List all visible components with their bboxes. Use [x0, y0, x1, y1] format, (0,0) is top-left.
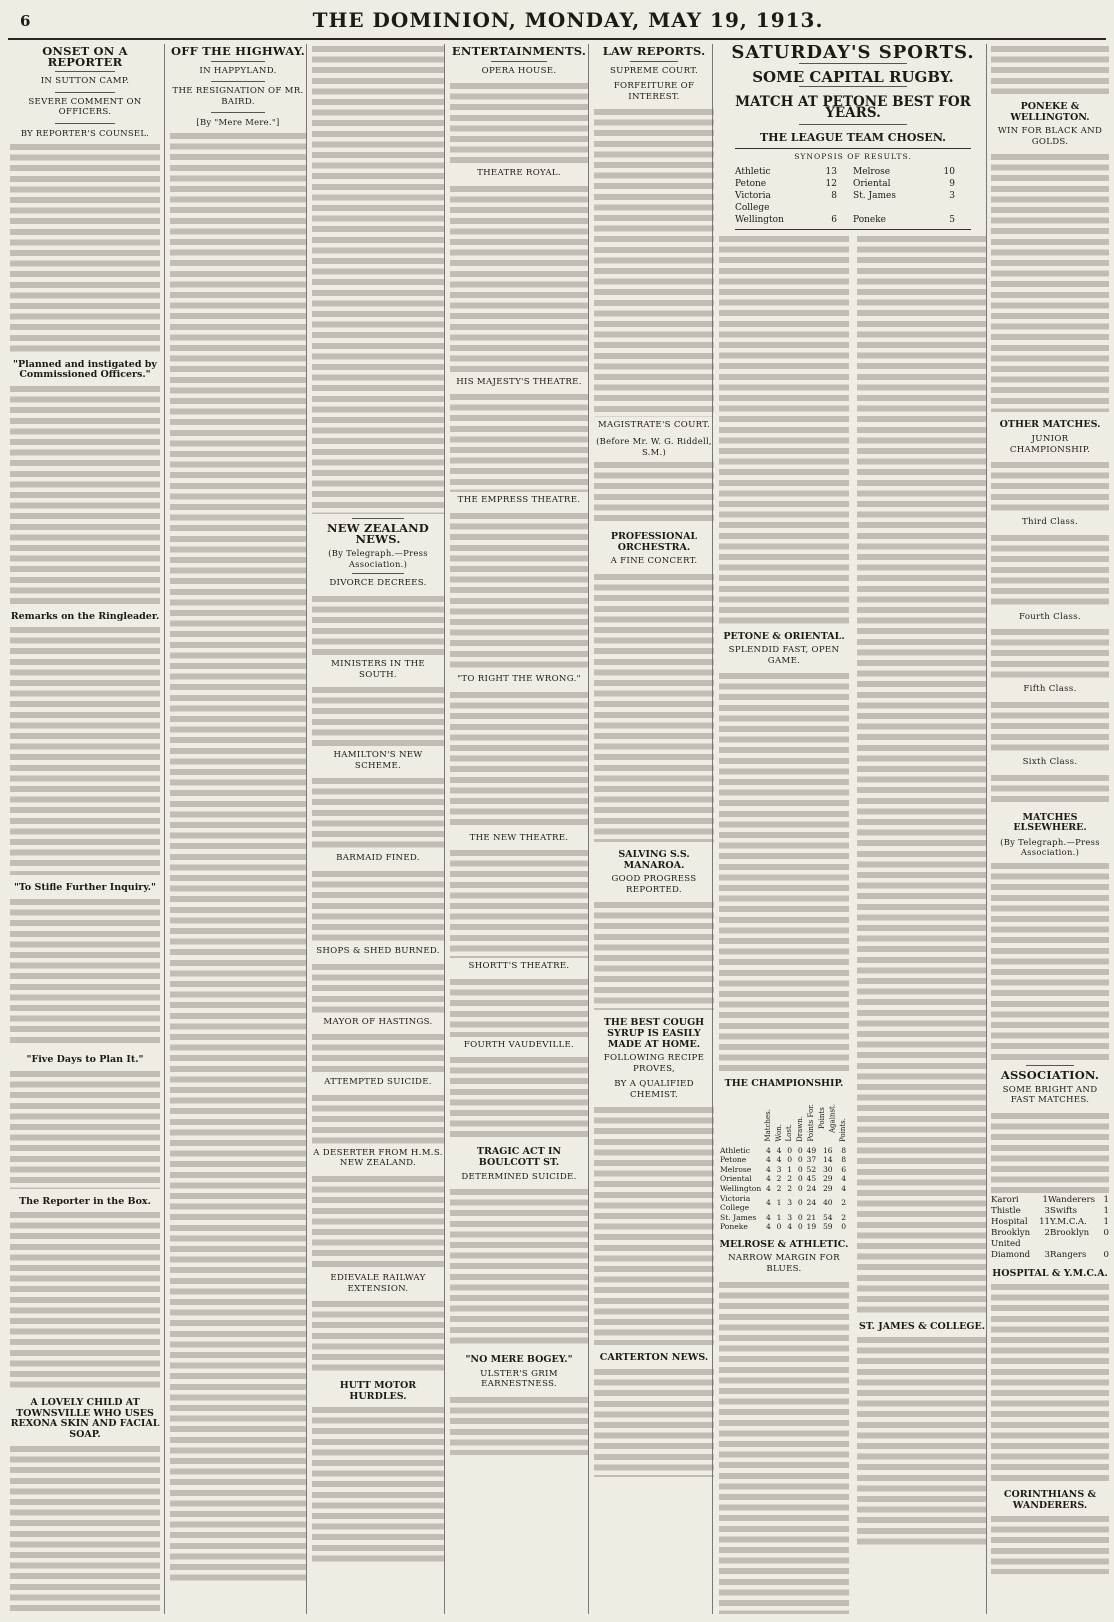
court-supreme-sub: FORFEITURE OF INTEREST.: [613, 81, 695, 102]
association-score: 0: [1103, 1227, 1109, 1238]
item-barmaid: BARMAID FINED.: [336, 853, 420, 864]
championship-team: Wellington: [720, 1183, 762, 1193]
law-body: [594, 107, 714, 417]
championship-cell: 2: [841, 1198, 847, 1208]
championship-cell: 0: [797, 1155, 803, 1165]
results-body: [991, 460, 1109, 514]
synopsis-score: 5: [949, 214, 955, 225]
headline-melrose-athletic: MELROSE & ATHLETIC.: [719, 1238, 849, 1250]
divider: [630, 61, 678, 62]
association-team: Y.M.C.A.: [1050, 1216, 1087, 1227]
association-results: [991, 1195, 1109, 1261]
article-body: [10, 384, 160, 604]
subhead-ulster: ULSTER'S GRIM EARNESTNESS.: [480, 1368, 558, 1390]
news-body: [312, 776, 444, 850]
item-deserter: A DESERTER FROM H.M.S. NEW ZEALAND.: [313, 1147, 443, 1169]
championship-cell: 0: [797, 1164, 803, 1174]
championship-cell: 16: [822, 1145, 833, 1155]
newspaper-title: THE DOMINION, MONDAY, MAY 19, 1913.: [312, 8, 824, 32]
headline-no-mere-bogey: "NO MERE BOGEY.": [465, 1354, 573, 1366]
subhead-black-and-golds: WIN FOR BLACK AND GOLDS.: [997, 126, 1103, 147]
championship-cell: 0: [841, 1222, 847, 1232]
championship-cell: 49: [806, 1145, 817, 1155]
championship-cell: 4: [841, 1174, 847, 1184]
divider: [799, 86, 906, 87]
championship-cell: 14: [822, 1155, 833, 1165]
headline-association: ASSOCIATION.: [1000, 1067, 1100, 1082]
championship-cell: 0: [797, 1222, 803, 1232]
synopsis-score: 13: [825, 166, 837, 177]
championship-team: Victoria College: [720, 1193, 751, 1213]
report-body: [857, 234, 987, 1314]
divider: [352, 518, 405, 519]
championship-cell: 3: [787, 1198, 793, 1208]
ent-his-majestys: HIS MAJESTY'S THEATRE.: [456, 376, 582, 387]
synopsis-title: SYNOPSIS OF RESULTS.: [794, 151, 912, 161]
championship-cell: 4: [766, 1222, 771, 1232]
news-body: [312, 962, 444, 1014]
association-team: Hospital: [991, 1216, 1028, 1227]
ent-body: [450, 392, 588, 492]
report-body: [719, 671, 849, 1071]
championship-cell: 4: [766, 1164, 771, 1174]
championship-cell: 4: [766, 1155, 771, 1165]
championship-team: Athletic: [720, 1145, 750, 1155]
report-body: [991, 44, 1109, 94]
headline-poneke-wellington: PONEKE & WELLINGTON.: [1010, 101, 1090, 123]
item-divorce: DIVORCE DECREES.: [329, 578, 427, 589]
item-hamilton: HAMILTON'S NEW SCHEME.: [333, 750, 423, 771]
championship-row: [719, 1174, 849, 1184]
court-supreme: SUPREME COURT.: [609, 65, 699, 76]
advert-body: [10, 1444, 160, 1615]
byline: BY REPORTER'S COUNSEL.: [20, 127, 150, 138]
headline-rexona-advert: A LOVELY CHILD AT TOWNSVILLE WHO USES REXONA SKIN AND FACIAL SOAP.: [10, 1397, 160, 1440]
headline-orchestra: PROFESSIONAL ORCHESTRA.: [610, 531, 698, 553]
headline-st-james-college: ST. JAMES & COLLEGE.: [858, 1320, 986, 1332]
championship-cell: 0: [787, 1155, 793, 1165]
championship-col-header: Lost.: [785, 1124, 794, 1142]
championship-cell: 4: [787, 1222, 793, 1232]
column-1: [8, 44, 164, 1614]
association-score: 1: [1103, 1216, 1109, 1227]
championship-cell: 2: [787, 1183, 793, 1193]
championship-cell: 59: [822, 1222, 833, 1232]
news-body: [312, 594, 444, 656]
headline-onset-reporter: ONSET ON A REPORTER: [42, 44, 128, 69]
championship-cell: 4: [766, 1174, 771, 1184]
item-suicide: ATTEMPTED SUICIDE.: [324, 1077, 432, 1088]
championship-cell: 4: [841, 1183, 847, 1193]
column-3: [306, 44, 449, 1614]
report-body: [719, 234, 849, 624]
subhead-resignation: THE RESIGNATION OF MR. BAIRD.: [172, 86, 304, 107]
headline-league-team: THE LEAGUE TEAM CHOSEN.: [760, 131, 946, 145]
synopsis-row: [735, 214, 971, 226]
byline: (By Telegraph.—Press Association.): [328, 548, 428, 569]
championship-cell: 0: [797, 1212, 803, 1222]
ent-theatre-royal: THEATRE ROYAL.: [477, 168, 561, 179]
championship-cell: 3: [776, 1164, 782, 1174]
subhead-sutton-camp: IN SUTTON CAMP.: [40, 76, 130, 87]
championship-team: St. James: [720, 1212, 757, 1222]
association-result-row: [991, 1250, 1109, 1261]
association-score: 1: [1103, 1194, 1109, 1205]
synopsis-score: 9: [949, 178, 955, 189]
association-result-row: [991, 1228, 1109, 1250]
ent-fourth-vaudeville: FOURTH VAUDEVILLE.: [463, 1039, 575, 1050]
article-body: [10, 897, 160, 1047]
championship-team: Poneke: [720, 1222, 748, 1232]
news-body: [312, 1093, 444, 1145]
report-body: [991, 1111, 1109, 1195]
divider: [211, 112, 265, 113]
championship-cell: 0: [776, 1222, 782, 1232]
championship-cell: 2: [787, 1174, 793, 1184]
sports-left: [719, 234, 849, 1614]
ent-right-wrong: "TO RIGHT THE WRONG.": [457, 673, 581, 684]
column-2: [164, 44, 311, 1614]
divider: [211, 61, 265, 62]
headline-cough-syrup: THE BEST COUGH SYRUP IS EASILY MADE AT HOME.: [603, 1017, 705, 1050]
news-body: [312, 1405, 444, 1565]
championship-cell: 0: [797, 1145, 803, 1155]
advert-body: [594, 1105, 714, 1345]
championship-cell: 45: [806, 1174, 817, 1184]
news-body: [450, 1395, 588, 1455]
championship-cell: 4: [766, 1198, 771, 1208]
ent-opera-house: OPERA HOUSE.: [481, 65, 557, 76]
article-body: [594, 1367, 714, 1477]
divider: [55, 71, 115, 72]
divider: [491, 61, 546, 62]
results-body: [991, 700, 1109, 754]
headline-matches-elsewhere: MATCHES ELSEWHERE.: [1013, 811, 1087, 834]
ent-new-theatre: THE NEW THEATRE.: [469, 832, 569, 843]
news-body: [312, 685, 444, 747]
synopsis-score: 8: [831, 190, 837, 201]
championship-cell: 1: [776, 1212, 782, 1222]
championship-col-header: Won.: [774, 1124, 783, 1142]
ent-body: [450, 848, 588, 958]
association-team: Diamond: [991, 1249, 1031, 1260]
championship-cell: 54: [822, 1212, 833, 1222]
championship-cell: 4: [776, 1145, 782, 1155]
ent-body: [450, 511, 588, 671]
headline-match-petone: MATCH AT PETONE BEST FOR YEARS.: [735, 94, 971, 121]
subhead-reporter-box: The Reporter in the Box.: [19, 1195, 151, 1207]
page-number: 6: [20, 12, 31, 30]
article-body: [10, 142, 160, 352]
synopsis-score: 6: [831, 214, 837, 225]
championship-cell: 2: [776, 1183, 782, 1193]
championship-cell: 30: [822, 1164, 833, 1174]
championship-cell: 6: [841, 1164, 847, 1174]
headline-off-highway: OFF THE HIGHWAY.: [171, 44, 305, 58]
divider: [55, 123, 115, 124]
news-body: [312, 1299, 444, 1373]
championship-cell: 24: [806, 1198, 817, 1208]
championship-row: [719, 1184, 849, 1194]
synopsis-team: Petone: [735, 178, 767, 189]
championship-cell: 0: [787, 1145, 793, 1155]
association-result-row: [991, 1217, 1109, 1228]
news-body: [450, 1187, 588, 1347]
association-result-row: [991, 1195, 1109, 1206]
court-magistrate: MAGISTRATE'S COURT.: [597, 420, 711, 431]
subhead-ringleader: Remarks on the Ringleader.: [10, 610, 160, 622]
championship-cell: 8: [841, 1145, 847, 1155]
article-body: [10, 1210, 160, 1390]
item-shops: SHOPS & SHED BURNED.: [316, 945, 440, 956]
law-body: [594, 460, 714, 524]
headline-law-reports: LAW REPORTS.: [602, 44, 706, 58]
article-body: [594, 900, 714, 1010]
championship-cell: 0: [797, 1183, 803, 1193]
article-body: [312, 44, 444, 514]
divider: [211, 81, 265, 82]
subhead-determined-suicide: DETERMINED SUICIDE.: [461, 1171, 577, 1182]
synopsis-team: Wellington: [735, 214, 784, 225]
subhead-sixth-class: Sixth Class.: [1022, 756, 1078, 767]
championship-header: [719, 1094, 849, 1146]
association-team: Karori: [991, 1194, 1019, 1205]
divider: [1026, 1065, 1073, 1066]
association-score: 3: [1044, 1249, 1050, 1260]
divider: [55, 92, 115, 93]
headline-tragic-act: TRAGIC ACT IN BOULCOTT ST.: [476, 1146, 562, 1168]
ent-body: [450, 977, 588, 1037]
championship-col-header: Points For.: [807, 1104, 816, 1142]
championship-team: Oriental: [720, 1174, 752, 1184]
byline: (By Telegraph.—Press Association.): [1000, 836, 1100, 858]
report-body: [991, 152, 1109, 412]
association-score: 0: [1103, 1249, 1109, 1260]
championship-table: [719, 1094, 849, 1232]
report-body: [857, 1335, 987, 1545]
championship-cell: 0: [797, 1198, 803, 1208]
item-hutt-hurdles: HUTT MOTOR HURDLES.: [339, 1380, 417, 1402]
subhead-narrow-margin: NARROW MARGIN FOR BLUES.: [728, 1253, 840, 1275]
results-body: [991, 773, 1109, 805]
ent-body: [450, 81, 588, 165]
championship-col-header: Drawn.: [795, 1116, 804, 1142]
championship-team: Melrose: [720, 1164, 752, 1174]
synopsis-team: Athletic: [735, 166, 771, 177]
championship-cell: 1: [776, 1198, 782, 1208]
championship-cell: 19: [806, 1222, 817, 1232]
synopsis-team: St. James: [853, 190, 896, 201]
synopsis-score: 3: [949, 190, 955, 201]
subhead-recipe: FOLLOWING RECIPE PROVES,: [603, 1053, 705, 1074]
headline-saturdays-sports: SATURDAY'S SPORTS.: [731, 44, 975, 63]
synopsis-team: Poneke: [853, 214, 887, 225]
subhead-good-progress: GOOD PROGRESS REPORTED.: [611, 874, 697, 895]
headline-corinthians: CORINTHIANS & WANDERERS.: [1003, 1489, 1097, 1511]
championship-col-header: Matches.: [764, 1109, 773, 1142]
subhead-fine-concert: A FINE CONCERT.: [610, 556, 698, 567]
championship-cell: 1: [787, 1164, 793, 1174]
article-body: [594, 572, 714, 842]
championship-cell: 52: [806, 1164, 817, 1174]
subhead-splendid-fast: SPLENDID FAST, OPEN GAME.: [728, 645, 840, 666]
championship-cell: 4: [776, 1155, 782, 1165]
column-7: [986, 44, 1113, 1614]
subhead-severe-comment: SEVERE COMMENT ON OFFICERS.: [28, 96, 142, 118]
results-body: [991, 861, 1109, 1061]
headline-other-matches: OTHER MATCHES.: [999, 419, 1101, 431]
divider: [799, 124, 906, 125]
synopsis-team: Oriental: [853, 178, 891, 189]
news-body: [312, 1032, 444, 1074]
association-score: 11: [1039, 1216, 1050, 1227]
championship-row: [719, 1194, 849, 1213]
news-body: [312, 869, 444, 943]
subhead-planned: "Planned and instigated by Commissioned Officers.": [13, 358, 157, 381]
sports-two-col: [719, 234, 987, 1614]
subhead-bright-fast: SOME BRIGHT AND FAST MATCHES.: [1002, 1084, 1098, 1106]
championship-cell: 40: [822, 1198, 833, 1208]
synopsis-box: [735, 148, 971, 230]
championship-cell: 37: [806, 1155, 817, 1165]
sports-right: [857, 234, 987, 1614]
headline-manaroa: SALVING S.S. MANAROA.: [618, 848, 690, 871]
synopsis-score: 12: [825, 178, 837, 189]
championship-row: [719, 1165, 849, 1175]
championship-cell: 4: [766, 1145, 771, 1155]
synopsis-row: [735, 190, 971, 214]
championship-cell: 8: [841, 1155, 847, 1165]
synopsis-team: Victoria College: [735, 190, 771, 213]
headline-championship: THE CHAMPIONSHIP.: [724, 1078, 844, 1090]
ent-body: [450, 1055, 588, 1139]
championship-cell: 29: [822, 1174, 833, 1184]
championship-cell: 29: [822, 1183, 833, 1193]
news-body: [312, 1174, 444, 1270]
item-mayor: MAYOR OF HASTINGS.: [323, 1016, 433, 1027]
synopsis-row: [735, 178, 971, 190]
ent-empress: THE EMPRESS THEATRE.: [457, 495, 581, 506]
championship-col-header: Points.: [839, 1117, 848, 1142]
association-score: 1: [1042, 1194, 1048, 1205]
headline-petone-oriental: PETONE & ORIENTAL.: [723, 630, 845, 642]
subhead-five-days: "Five Days to Plan It.": [26, 1053, 144, 1065]
association-result-row: [991, 1206, 1109, 1217]
association-score: 3: [1044, 1205, 1050, 1216]
headline-nz-news: NEW ZEALAND NEWS.: [327, 521, 429, 546]
championship-cell: 2: [841, 1212, 847, 1222]
report-body: [719, 1280, 849, 1614]
subhead-chemist: BY A QUALIFIED CHEMIST.: [614, 1079, 694, 1100]
championship-row: [719, 1146, 849, 1156]
ent-body: [450, 690, 588, 830]
court-magistrate-sub: (Before Mr. W. G. Riddell, S.M.): [596, 435, 712, 457]
byline: [By "Mere Mere."]: [196, 117, 280, 128]
association-team: Brooklyn United: [991, 1227, 1031, 1249]
ent-body: [450, 184, 588, 374]
headline-carterton: CARTERTON NEWS.: [599, 1352, 709, 1364]
subhead-stifle-inquiry: "To Stifle Further Inquiry.": [13, 882, 157, 894]
championship-cell: 0: [797, 1174, 803, 1184]
column-4: [444, 44, 593, 1614]
championship-row: [719, 1213, 849, 1223]
headline-capital-rugby: SOME CAPITAL RUGBY.: [752, 67, 954, 86]
ent-shortts: SHORTT'S THEATRE.: [468, 961, 570, 972]
results-body: [991, 533, 1109, 609]
championship-row: [719, 1222, 849, 1232]
item-edievale: EDIEVALE RAILWAY EXTENSION.: [330, 1272, 426, 1294]
association-team: Brooklyn: [1050, 1227, 1090, 1238]
headline-entertainments: ENTERTAINMENTS.: [451, 44, 587, 58]
article-body: [10, 1069, 160, 1189]
headline-hospital-ymca: HOSPITAL & Y.M.C.A.: [992, 1267, 1108, 1279]
article-body: [170, 131, 306, 1581]
championship-cell: 4: [766, 1212, 771, 1222]
association-score: 1: [1103, 1205, 1109, 1216]
subhead-fifth-class: Fifth Class.: [1023, 684, 1077, 695]
results-body: [991, 627, 1109, 681]
masthead: [8, 6, 1106, 40]
championship-cell: 21: [806, 1212, 817, 1222]
report-body: [991, 1514, 1109, 1574]
subhead-third-class: Third Class.: [1022, 517, 1078, 528]
synopsis-team: Melrose: [853, 166, 891, 177]
column-5: [588, 44, 719, 1614]
championship-cell: 24: [806, 1183, 817, 1193]
championship-cell: 2: [776, 1174, 782, 1184]
championship-col-header: Points Against.: [818, 1103, 837, 1133]
championship-cell: 3: [787, 1212, 793, 1222]
subhead-fourth-class: Fourth Class.: [1019, 611, 1081, 622]
association-score: 2: [1044, 1227, 1050, 1238]
report-body: [991, 1282, 1109, 1482]
championship-row: [719, 1155, 849, 1165]
association-team: Rangers: [1050, 1249, 1087, 1260]
association-team: Wanderers: [1047, 1194, 1095, 1205]
article-body: [10, 625, 160, 875]
column-6-sports: [712, 44, 993, 1614]
association-team: Thistle: [991, 1205, 1021, 1216]
championship-cell: 4: [766, 1183, 771, 1193]
synopsis-score: 10: [943, 166, 955, 177]
championship-team-header: [719, 1094, 763, 1146]
divider: [352, 573, 405, 574]
subhead-happyland: IN HAPPYLAND.: [199, 65, 277, 76]
subhead-junior: JUNIOR CHAMPIONSHIP.: [1009, 433, 1091, 455]
synopsis-row: [735, 166, 971, 178]
item-ministers: MINISTERS IN THE SOUTH.: [330, 658, 426, 680]
association-team: Swifts: [1050, 1205, 1078, 1216]
championship-team: Petone: [720, 1155, 747, 1165]
